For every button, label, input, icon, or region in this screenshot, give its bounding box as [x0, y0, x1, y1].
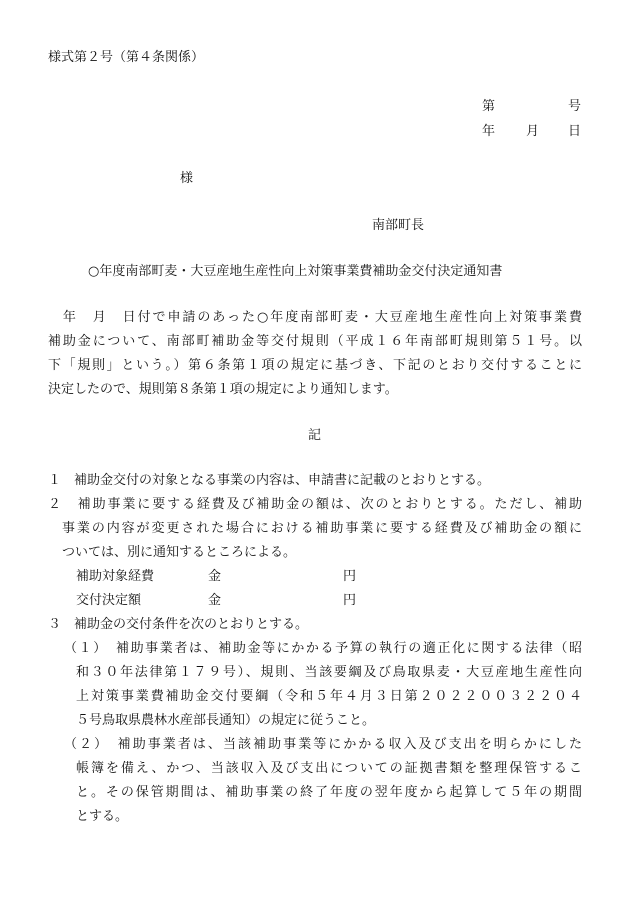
amount-yen: 円 [343, 593, 357, 608]
intro-line: 決定したので、規則第８条第１項の規定により通知します。 [48, 382, 398, 397]
sender-name: 南部町長 [372, 218, 425, 233]
addressee-suffix: 様 [180, 171, 194, 186]
intro-line: 下「規則」という。）第６条第１項の規定に基づき、下記のとおり交付することに [48, 358, 582, 373]
date-day-label: 日 [568, 124, 582, 139]
document-title: ○年度南部町麦・大豆産地生産性向上対策事業費補助金交付決定通知書 [88, 264, 503, 279]
condition-1-line: 上対策事業費補助金交付要綱（令和５年４月３日第２０２２００３２２０４ [76, 689, 582, 704]
condition-2-line: 帳簿を備え、かつ、当該収入及び支出についての証拠書類を整理保管するこ [76, 761, 582, 776]
condition-1-line: 和３０年法律第１７９号）、規則、当該要綱及び鳥取県麦・大豆産地生産性向 [76, 665, 582, 680]
condition-2-line: と。その保管期間は、補助事業の終了年度の翌年度から起算して５年の期間 [76, 785, 582, 800]
condition-2-line: とする。 [76, 809, 129, 824]
intro-line: 補助金について、南部町補助金等交付規則（平成１６年南部町規則第５１号。以 [48, 334, 582, 349]
date-year-label: 年 [482, 124, 496, 139]
amount-yen: 円 [343, 569, 357, 584]
item-2-line: 事業の内容が変更された場合における補助事業に要する経費及び補助金の額に [62, 521, 582, 536]
item-2-line: ２ 補助事業に要する経費及び補助金の額は、次のとおりとする。ただし、補助 [48, 497, 582, 512]
item-3: ３ 補助金の交付条件を次のとおりとする。 [48, 617, 309, 632]
document-number-suffix: 号 [568, 99, 582, 114]
ki-heading: 記 [308, 428, 322, 443]
amount-kin: 金 [208, 569, 222, 584]
document-number-prefix: 第 [482, 99, 496, 114]
amount-kin: 金 [208, 593, 222, 608]
form-label: 様式第２号（第４条関係） [48, 50, 205, 65]
intro-line: 年 月 日付で申請のあった○年度南部町麦・大豆産地生産性向上対策事業費 [48, 310, 582, 325]
date-month-label: 月 [526, 124, 540, 139]
item-1: １ 補助金交付の対象となる事業の内容は、申請書に記載のとおりとする。 [48, 473, 491, 488]
item-2-line: ついては、別に通知するところによる。 [62, 545, 297, 560]
condition-1-line: ５号鳥取県農林水産部長通知）の規定に従うこと。 [76, 713, 376, 728]
amount-label-grant-decision: 交付決定額 [76, 593, 142, 608]
condition-2-line: （２） 補助事業者は、当該補助事業等にかかる収入及び支出を明らかにした [64, 737, 582, 752]
condition-1-line: （１） 補助事業者は、補助金等にかかる予算の執行の適正化に関する法律（昭 [64, 641, 582, 656]
amount-label-subsidy-target-cost: 補助対象経費 [76, 569, 155, 584]
